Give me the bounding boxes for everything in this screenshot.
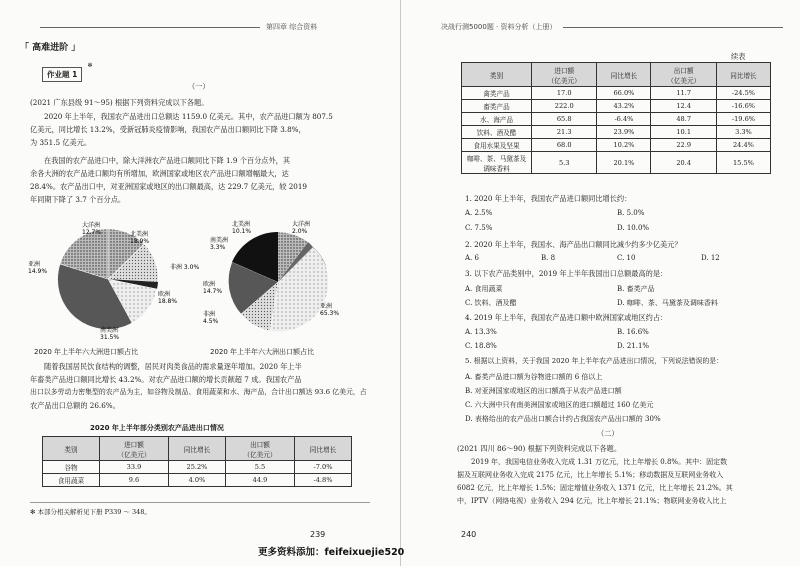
pie1-label: 北美洲 18.9% bbox=[130, 231, 150, 245]
table-cell: 饮料、酒及醋 bbox=[462, 126, 532, 139]
table-cell: 66.0% bbox=[597, 87, 651, 100]
option[interactable]: A. 2.5% bbox=[465, 209, 493, 217]
question-2: 2. 2020 年上半年，我国水、海产品出口额同比减少约多少亿美元？ bbox=[465, 240, 682, 249]
paragraph-line: 年同期下降了 3.7 个百分点。 bbox=[30, 195, 126, 204]
table-cell: 65.8 bbox=[532, 113, 597, 126]
header-book: 决战行测5000题 · 资料分析（上册） bbox=[441, 23, 557, 31]
option[interactable]: C. 18.8% bbox=[465, 342, 497, 350]
table-cell: 23.9% bbox=[597, 126, 651, 139]
table-cell: 9.6 bbox=[100, 474, 169, 487]
pie2-label: 南美洲 3.3% bbox=[210, 237, 229, 251]
footnote-rule bbox=[30, 502, 370, 503]
option[interactable]: B. 16.6% bbox=[617, 328, 649, 336]
section-title: 「 高难进阶 」 bbox=[20, 43, 81, 53]
table-cell: 11.7 bbox=[651, 87, 716, 100]
pie2-label: 欧洲 14.7% bbox=[203, 281, 223, 295]
paragraph-2 bbox=[30, 154, 382, 206]
table-cell: -16.6% bbox=[716, 100, 770, 113]
paragraph-line: 据及互联网业务收入完成 2175 亿元，比上年增长 5.1%；移动数据及互联网业务收入 bbox=[457, 471, 724, 479]
page-number: 240 bbox=[461, 530, 477, 539]
table-cell: -19.6% bbox=[716, 113, 770, 126]
pie2-label: 大洋洲 2.0% bbox=[292, 221, 311, 235]
table-cell: 5.5 bbox=[225, 461, 294, 474]
table-cell: 咖啡、茶、马黛茶及调味香料 bbox=[462, 152, 532, 174]
paragraph-line: 2020 年上半年，我国农产品进出口总额达 1159.0 亿美元。其中，农产品进口额为 807.5 bbox=[44, 112, 333, 121]
table-header: 出口额 （亿美元） bbox=[651, 63, 716, 87]
pie2-label: 北美洲 10.1% bbox=[232, 221, 252, 235]
paragraph-line: 农产品出口总额的 26.6%。 bbox=[30, 401, 120, 410]
right-page bbox=[400, 0, 800, 566]
paragraph-3 bbox=[30, 360, 382, 412]
question-4: 4. 2019 年上半年，我国农产品进口额中欧洲国家或地区约占： bbox=[465, 313, 668, 322]
paragraph-line: 中，IPTV（网络电视）业务收入 294 亿元，比上年增长 21.1%；物联网业务收入比上 bbox=[457, 497, 727, 505]
footnote: ✻ 本部分相关解析见下册 P339 ～ 348。 bbox=[30, 508, 151, 516]
table-cell: -6.4% bbox=[597, 113, 651, 126]
table-header: 出口额 （亿美元） bbox=[225, 437, 294, 461]
left-header bbox=[40, 22, 317, 32]
question-intro: (2021 四川 86～90) 根据下列资料完成以下各题。 bbox=[457, 444, 622, 453]
question-intro: (2021 广东县级 91～95) 根据下列资料完成以下各题。 bbox=[30, 98, 209, 107]
table-header-row bbox=[43, 437, 352, 461]
part-heading: （二） bbox=[597, 429, 619, 438]
table-row bbox=[462, 152, 771, 174]
continued-label: 续表 bbox=[731, 52, 746, 61]
paragraph-line: 随着我国居民饮食结构的调整，居民对肉类食品的需求量逐年增加。2020 年上半 bbox=[44, 362, 302, 371]
paragraph-line: 亿美元，同比增长 13.2%，受新冠肺炎疫情影响，我国农产品出口额同比下降 3.8%， bbox=[30, 125, 306, 134]
option[interactable]: C. 饮料、酒及醋 bbox=[465, 299, 517, 307]
table-header-row bbox=[462, 63, 771, 87]
option[interactable]: B. 畜类产品 bbox=[617, 285, 655, 293]
pie2-title: 2020 年上半年六大洲出口额占比 bbox=[210, 348, 315, 356]
option[interactable]: B. 5.0% bbox=[617, 209, 645, 217]
paragraph-line: 在我国的农产品进口中，除大洋洲农产品进口额同比下降 1.9 个百分点外，其 bbox=[44, 156, 291, 165]
option[interactable]: A. 13.3% bbox=[465, 328, 497, 336]
pie2-label: 非洲 4.5% bbox=[203, 311, 219, 325]
option[interactable]: A. 6 bbox=[465, 254, 479, 262]
table-row bbox=[43, 461, 352, 474]
option[interactable]: C. 10 bbox=[617, 254, 636, 262]
table-cell: 谷物 bbox=[43, 461, 100, 474]
table-cell: -24.5% bbox=[716, 87, 770, 100]
table-header: 同比增长 bbox=[294, 437, 351, 461]
table-cell: 5.3 bbox=[532, 152, 597, 174]
table-cell: 33.9 bbox=[100, 461, 169, 474]
table-cell: 10.1 bbox=[651, 126, 716, 139]
exercise-tag: 作业题 1 bbox=[42, 67, 82, 82]
exercise-tag-wrap bbox=[42, 62, 92, 82]
continued-table bbox=[461, 62, 771, 174]
header-chapter: 第四章 综合资料 bbox=[266, 23, 318, 31]
table-row bbox=[462, 126, 771, 139]
table-row bbox=[462, 139, 771, 152]
table-row bbox=[462, 100, 771, 113]
pie-export bbox=[228, 232, 328, 332]
pie1-label: 南美洲 31.5% bbox=[100, 327, 120, 341]
table-row bbox=[462, 113, 771, 126]
table-header: 类别 bbox=[462, 63, 532, 87]
paragraph-4 bbox=[457, 456, 793, 508]
table-cell: 食用蔬菜 bbox=[43, 474, 100, 487]
table-header: 同比增长 bbox=[597, 63, 651, 87]
table-cell: 食用水果及坚果 bbox=[462, 139, 532, 152]
table-cell: 24.4% bbox=[716, 139, 770, 152]
header-rule bbox=[563, 27, 783, 28]
option[interactable]: B. 8 bbox=[541, 254, 556, 262]
question-5: 5. 根据以上资料，关于我国 2020 年上半年农产品进出口情况，下列说法错误的是： bbox=[465, 357, 724, 365]
page-number: 239 bbox=[310, 530, 326, 539]
table-header: 进口额 （亿美元） bbox=[532, 63, 597, 87]
table-cell: 21.3 bbox=[532, 126, 597, 139]
table-header: 类别 bbox=[43, 437, 100, 461]
table-header: 进口额 （亿美元） bbox=[100, 437, 169, 461]
paragraph-line: 6082 亿元，比上年增长 1.5%；固定增值业务收入 1371 亿元，比上年增长 21.2%。其 bbox=[457, 484, 733, 492]
option[interactable]: B. 对亚洲国家或地区的出口额高于从农产品进口额 bbox=[465, 387, 622, 395]
pie1-title: 2020 年上半年六大洲进口额占比 bbox=[34, 348, 139, 356]
table-cell: 15.5% bbox=[716, 152, 770, 174]
option[interactable]: D. 表格给出的农产品出口额合计约占我国农产品出口额的 30% bbox=[465, 415, 661, 423]
table-cell: 畜类产品 bbox=[462, 100, 532, 113]
table-cell: 10.2% bbox=[597, 139, 651, 152]
option[interactable]: D. 21.1% bbox=[617, 342, 650, 350]
table-cell: 禽类产品 bbox=[462, 87, 532, 100]
data-table bbox=[42, 436, 352, 487]
table-cell: 68.0 bbox=[532, 139, 597, 152]
option[interactable]: A. 畜类产品进口额为谷物进口额的 6 倍以上 bbox=[465, 373, 603, 381]
table-cell: 20.4 bbox=[651, 152, 716, 174]
table-cell: 20.1% bbox=[597, 152, 651, 174]
table-cell: 3.3% bbox=[716, 126, 770, 139]
paragraph-1 bbox=[30, 110, 382, 149]
table-cell: 12.4 bbox=[651, 100, 716, 113]
question-1: 1. 2020 年上半年，我国农产品进口额同比增长约： bbox=[465, 194, 632, 203]
pie1-label: 欧洲 18.8% bbox=[158, 291, 178, 305]
table-cell: 17.0 bbox=[532, 87, 597, 100]
pie1-label: 大洋洲 12.7% bbox=[82, 222, 102, 236]
table-cell: 43.2% bbox=[597, 100, 651, 113]
table-cell: 22.9 bbox=[651, 139, 716, 152]
pie1-label: 亚洲 14.9% bbox=[28, 261, 48, 275]
table-header: 同比增长 bbox=[716, 63, 770, 87]
table-cell: -7.0% bbox=[294, 461, 351, 474]
option[interactable]: C. 六大洲中只有南美洲国家或地区的进口额超过 160 亿美元 bbox=[465, 401, 654, 409]
table-cell: 4.0% bbox=[168, 474, 225, 487]
part-heading: （一） bbox=[188, 82, 210, 91]
paragraph-line: 2019 年，我国电信业务收入完成 1.31 万亿元，比上年增长 0.8%。其中：固定数 bbox=[471, 458, 728, 466]
pie1-label: 非洲 3.0% bbox=[170, 264, 200, 271]
table-cell: 44.9 bbox=[225, 474, 294, 487]
option[interactable]: D. 12 bbox=[701, 254, 720, 262]
option[interactable]: C. 7.5% bbox=[465, 224, 493, 232]
right-header bbox=[441, 22, 783, 32]
pie-charts bbox=[20, 214, 390, 354]
table-cell: 水、海产品 bbox=[462, 113, 532, 126]
question-3: 3. 以下农产品类别中，2019 年上半年我国出口总额最高的是： bbox=[465, 269, 668, 278]
table-cell: 25.2% bbox=[168, 461, 225, 474]
table-title: 2020 年上半年部分类别农产品进出口情况 bbox=[90, 424, 224, 432]
exercise-mark: ✻ bbox=[87, 62, 93, 69]
table-row bbox=[43, 474, 352, 487]
paragraph-line: 28.4%。农产品出口中，对亚洲国家或地区的出口额最高，达 229.7 亿美元，较 2019 bbox=[30, 182, 307, 191]
option[interactable]: A. 食用蔬菜 bbox=[465, 285, 503, 293]
promo-text: 更多资料添加：feifeixuejie520 bbox=[258, 547, 405, 558]
table-cell: 48.7 bbox=[651, 113, 716, 126]
table-header: 同比增长 bbox=[168, 437, 225, 461]
paragraph-line: 出口以多劳动力密集型的农产品为主，如谷物及制品、食用蔬菜和水、海产品，合计出口额达 93.6 亿美元，占 bbox=[30, 388, 367, 396]
table-cell: -4.8% bbox=[294, 474, 351, 487]
table-cell: 222.0 bbox=[532, 100, 597, 113]
paragraph-line: 为 351.5 亿美元。 bbox=[30, 138, 92, 147]
option[interactable]: D. 10.0% bbox=[617, 224, 650, 232]
header-rule bbox=[40, 27, 260, 28]
option[interactable]: D. 咖啡、茶、马黛茶及调味香料 bbox=[617, 299, 718, 307]
table-row bbox=[462, 87, 771, 100]
paragraph-line: 年畜类产品进口额同比增长 43.2%。对农产品进口额的增长贡献超 7 成。我国农产品 bbox=[30, 375, 302, 384]
pie2-label: 亚洲 65.3% bbox=[320, 303, 340, 317]
paragraph-line: 余各大洲的农产品进口额均有所增加，欧洲国家或地区农产品进口额增幅最大，达 bbox=[30, 169, 289, 178]
